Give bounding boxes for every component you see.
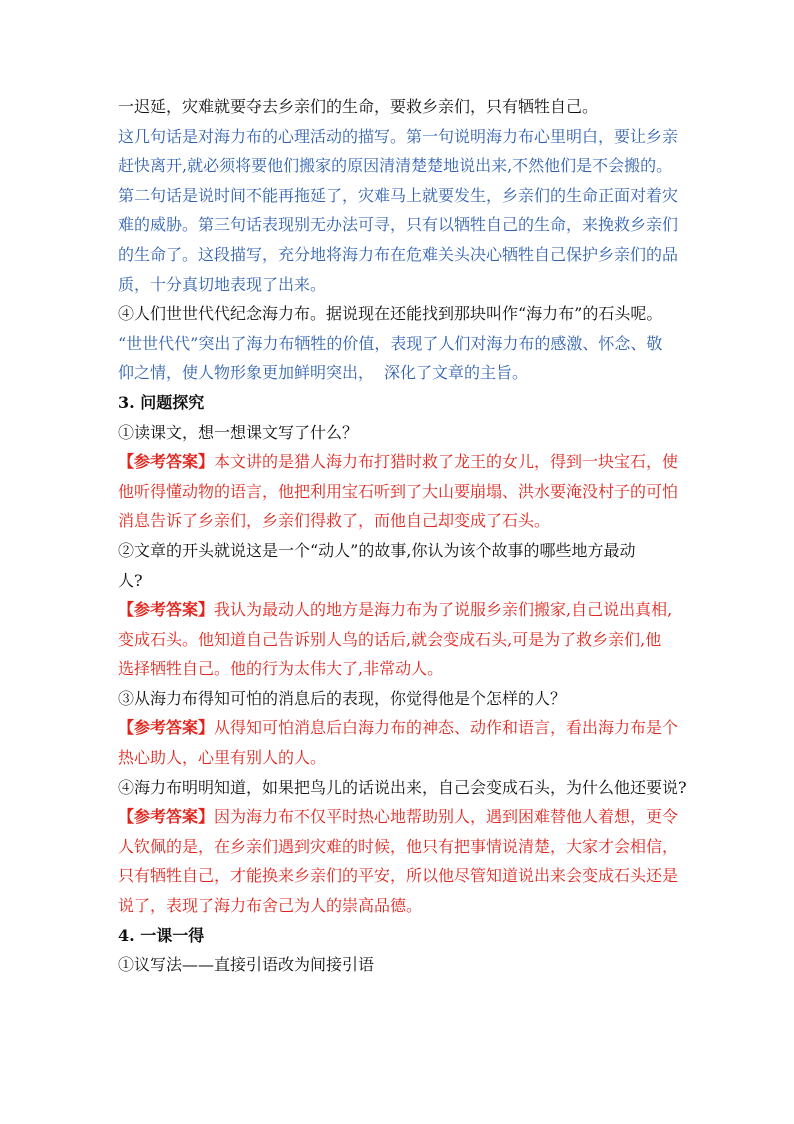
document-page: [118, 92, 687, 980]
question: ①读课文，想一想课文写了什么？: [118, 422, 359, 442]
answer-line: 人钦佩的是，在乡亲们遇到灾难的时候，他只有把事情说清楚，大家才会相信，: [118, 836, 679, 856]
answer-line: 说了，表现了海力布舍己为人的崇高品德。: [118, 896, 423, 916]
analysis-line: 这几句话是对海力布的心理活动的描写。第一句说明海力布心里明白，要让乡亲: [118, 126, 679, 146]
answer-text: 从得知可怕消息后白海力布的神态、动作和语言，看出海力布是个: [214, 718, 679, 738]
analysis-line: 第二句话是说时间不能再拖延了，灾难马上就要发生，乡亲们的生命正面对着灾: [118, 185, 679, 205]
answer-line: 他听得懂动物的语言，他把利用宝石听到了大山要崩塌、洪水要淹没村子的可怕: [118, 481, 679, 501]
answer-tag: 【参考答案】: [118, 452, 215, 472]
answer-line: 选择牺牲自己。他的行为太伟大了,非常动人。: [118, 659, 444, 679]
analysis-line: 赶快离开,就必须将要他们搬家的原因清清楚楚地说出来,不然他们是不会搬的。: [118, 156, 673, 176]
question: ②文章的开头就说这是一个“动人”的故事,你认为该个故事的哪些地方最动: [118, 540, 636, 560]
analysis-line: “世世代代”突出了海力布牺牲的价值，表现了人们对海力布的感激、怀念、敬: [118, 333, 663, 353]
analysis-line: 的生命了。这段描写，充分地将海力布在危难关头决心牺牲自己保护乡亲们的品: [118, 244, 679, 264]
analysis-line: 质，十分真切地表现了出来。: [118, 274, 327, 294]
answer-line: [118, 595, 678, 625]
answer-text: 我认为最动人的地方是海力布为了说服乡亲们搬家,自己说出真相,: [214, 600, 673, 620]
question: ④海力布明明知道，如果把鸟儿的话说出来，自己会变成石头，为什么他还要说?: [118, 777, 687, 797]
analysis-part: 仰之情，使人物形象更加鲜明突出，: [118, 363, 375, 383]
answer-tag: 【参考答案】: [118, 807, 215, 827]
section-heading: 4. 一课一得: [118, 925, 205, 945]
answer-line: 只有牺牲自己，才能换来乡亲们的平安，所以他尽管知道说出来会变成石头还是: [118, 866, 679, 886]
question: 人?: [118, 570, 143, 590]
text-line: ④人们世世代代纪念海力布。据说现在还能找到那块叫作“海力布”的石头呢。: [118, 304, 663, 324]
text-line: 一迟延，灾难就要夺去乡亲们的生命，要救乡亲们，只有牺牲自己。: [118, 97, 599, 116]
answer-line: [118, 447, 678, 477]
analysis-part: 深化了文章的主旨。: [384, 363, 529, 383]
answer-line: [118, 802, 678, 832]
question: ③从海力布得知可怕的消息后的表现，你觉得他是个怎样的人？: [118, 688, 567, 708]
answer-line: 变成石头。他知道自己告诉别人鸟的话后,就会变成石头,可是为了救乡亲们,他: [118, 629, 662, 649]
subsection-title: ①议写法——直接引语改为间接引语: [118, 955, 375, 975]
analysis-line: [118, 358, 678, 388]
answer-text: 本文讲的是猎人海力布打猎时救了龙王的女儿，得到一块宝石，使: [214, 452, 679, 472]
answer-text: 因为海力布不仅平时热心地帮助别人，遇到困难替他人着想，更令: [214, 807, 679, 827]
section-heading: 3. 问题探究: [118, 392, 205, 412]
answer-tag: 【参考答案】: [118, 718, 215, 738]
answer-line: 热心助人，心里有别人的人。: [118, 748, 327, 768]
answer-line: [118, 713, 678, 743]
answer-tag: 【参考答案】: [118, 600, 215, 620]
answer-line: 消息告诉了乡亲们，乡亲们得救了，而他自己却变成了石头。: [118, 511, 551, 531]
analysis-line: 难的威胁。第三句话表现别无办法可寻，只有以牺牲自己的生命，来挽救乡亲们: [118, 215, 679, 235]
